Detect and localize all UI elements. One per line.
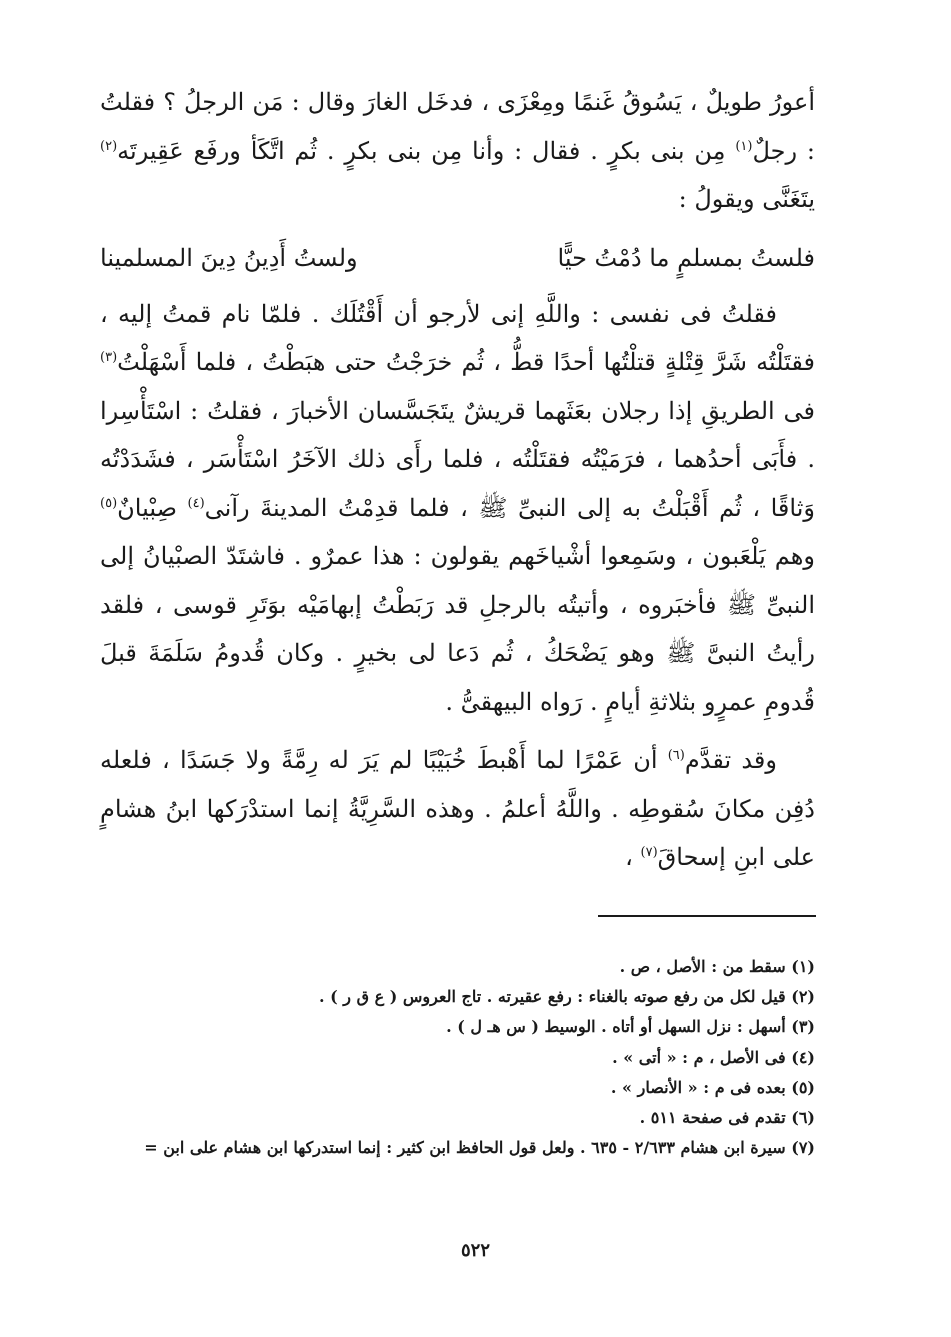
footnote-divider [598, 915, 816, 917]
paragraph-3-text-3: ، [625, 843, 633, 871]
footnote-4: (٤) فى الأصل ، م : « أتى » . [612, 1047, 815, 1067]
paragraph-2-text: فقلتُ فى نفسى : واللَّهِ إنى لأرجو أن أَقْتُلَك . فلمّا نام قمتُ إليه ، فقتَلْتُه شَرَّ قِتْلةٍ قتلْتُها أحدًا قطُّ ، ثُم خرَجْتُ حتى هبَطْتُ ، فلما أَسْهَلْتُ [100, 299, 815, 376]
footnote-ref-2: (٢) [100, 138, 118, 154]
footnotes-list [100, 952, 815, 1163]
footnote-ref-3: (٣) [100, 350, 118, 365]
footnote-ref-7: (٧) [640, 845, 658, 860]
footnote-3: (٣) أسهل : نزل السهل أو أتاه . الوسيط ( س هـ ل ) . [446, 1017, 815, 1037]
footnote-1: (١) سقط من : الأصل ، ص . [619, 957, 815, 976]
footnote-5: (٥) بعده فى م : « الأنصار » . [610, 1077, 815, 1097]
footnote-ref-1: (١) [735, 138, 753, 154]
paragraph-1-text-2: مِن بنى بكرٍ . فقال : وأنا مِن بنى بكرٍ . ثُم اتَّكَأ ورفَع عَقِيرتَه [117, 136, 726, 165]
paragraph-3-text-2: أن عَمْرًا لما أَهْبطَ خُبَيْبًا لم يَرَ له رِمَّةً ولا جَسَدًا ، فلعله دُفِن مكانَ سُقوطِه . واللَّهُ أعلمُ . وهذه السَّرِيَّةُ إنما استدْرَكها ابنُ هشامٍ على ابنِ إسحاقَ [100, 746, 815, 871]
footnote-7: (٧) سيرة ابن هشام ٢/٦٣٣ - ٦٣٥ . ولعل قول الحافظ ابن كثير : إنما استدركها ابن هشام على ابن = [144, 1138, 815, 1158]
main-text [100, 78, 815, 882]
paragraph-1 [100, 78, 815, 224]
paragraph-3-text: وقد تقدَّم [684, 746, 777, 774]
footnote-ref-4: (٤) [187, 495, 205, 511]
paragraph-1-text: أعورُ طويلٌ ، يَسُوقُ غَنمًا ومِعْزَى ، فدخَل الغارَ وقال : مَن الرجلُ ؟ فقلتُ : رجلٌ [100, 88, 815, 165]
footnote-ref-5: (٥) [100, 495, 118, 511]
poem-hemistich-left: ولستُ أَدِينُ دِينَ المسلمينا [100, 243, 358, 272]
paragraph-2 [100, 290, 815, 727]
footnote-2: (٢) قيل لكل من رفع صوته بالغناء : رفع عقيرته . تاج العروس ( ع ق ر ) . [319, 987, 815, 1007]
footnote-6: (٦) تقدم فى صفحة ٥١١ . [639, 1108, 815, 1128]
paragraph-2-text-4: وهم يَلْعَبون ، وسَمِعوا أشْياخَهم يقولون : هذا عمرٌو . فاشتَدّ الصبْيانُ إلى النبىِّ ﷺ فأخبَروه ، وأتيتُه بالرجلِ قد رَبَطْتُ إبهامَيْه بوَتَرِ قوسى ، فلقد رأيتُ النبىَّ ﷺ وهو يَضْحَكُ ، ثُم دَعا لى بخيرٍ . وكان قُدومُ سَلَمَةَ قبلَ قُدومِ عمرٍو بثلاثةِ أيامٍ . رَواه البيهقىُّ . [100, 542, 815, 716]
page-number: ٥٢٢ [460, 1240, 490, 1261]
paragraph-3 [100, 736, 815, 882]
paragraph-2-text-2: فى الطريقِ إذا رجلان بعَثَهما قريشٌ يتَجَسَّسان الأخبارَ ، فقلتُ : اسْتَأْسِرا . فأَبَى أحدُهما ، فرَمَيْتُه فقتَلْتُه ، فلما رأَى ذلك الآخَرُ اسْتَأْسَر ، فشَدَدْتُه وَثاقًا ، ثُم أَقْبَلْتُ به إلى النبىِّ ﷺ ، فلما قدِمْتُ المدينةَ رآنى [100, 396, 815, 522]
poem-verse [100, 234, 815, 282]
paragraph-2-text-3: صِبْيانٌ [117, 493, 177, 522]
paragraph-1-text-3: يتَغَنَّى ويقولُ : [678, 185, 815, 213]
poem-hemistich-right: فلستُ بمسلمٍ ما دُمْتُ حيًّا [557, 243, 815, 272]
footnote-ref-6: (٦) [667, 748, 685, 763]
